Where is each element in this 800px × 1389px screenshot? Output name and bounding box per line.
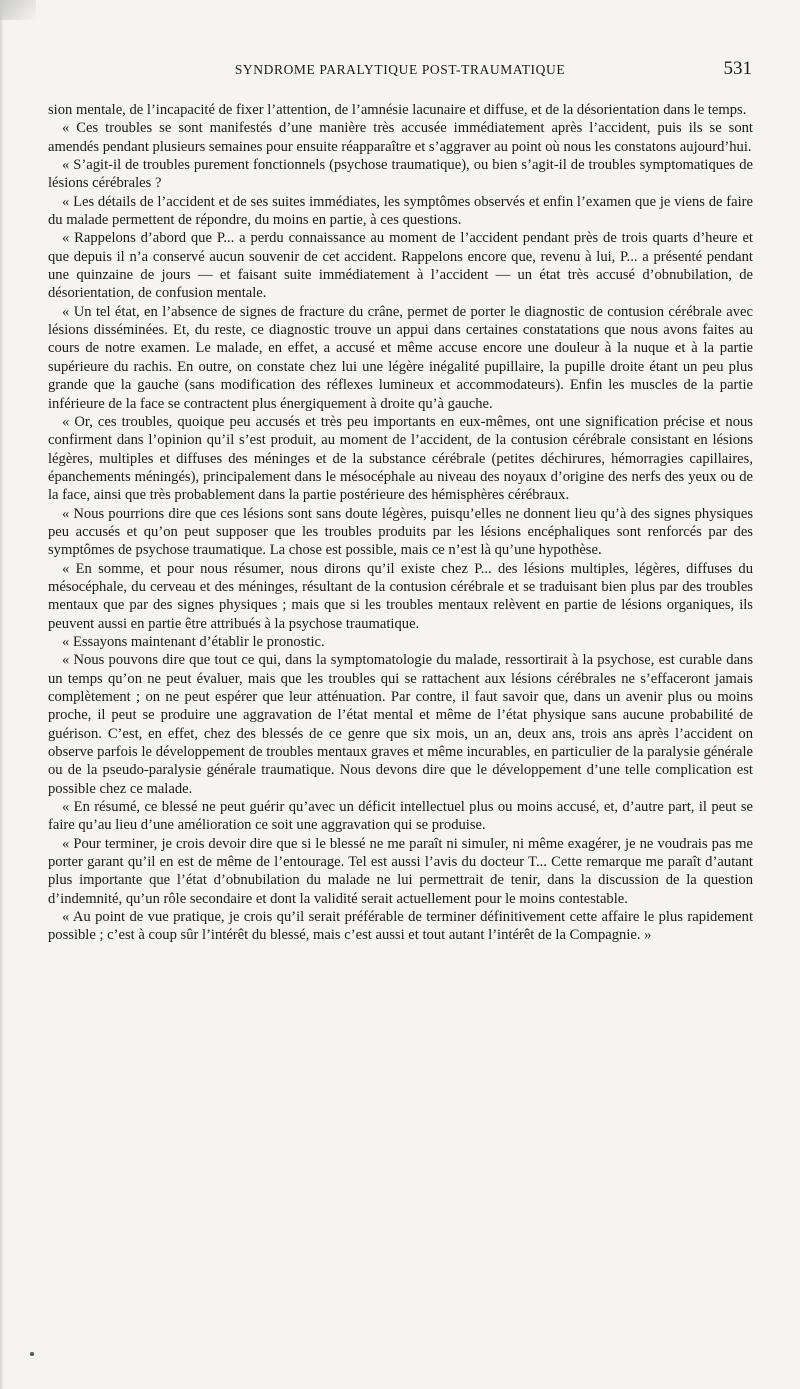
paragraph-4: « Les détails de l’accident et de ses suites immédiates, les symptômes observés et enfin l’examen que je viens de faire du malade permettent de répondre, du moins en partie, à ces questions. xyxy=(48,193,753,229)
page-header xyxy=(48,60,752,84)
paragraph-13: « Pour terminer, je crois devoir dire que si le blessé ne me paraît ni simuler, ni même exagérer, je ne voudrais pas me porter garant qu’il en est de même de l’entourage. Tel est aussi l’avis du docteur T... Cette remarque me paraît d’autant plus importante que l’état d’obnubilation du malade ne lui permettrait de tenir, dans la discussion de la question d’indemnité, qu’un rôle secondaire et dont la validité serait actuellement pour le moins contestable. xyxy=(48,835,753,907)
paragraph-8: « Nous pourrions dire que ces lésions sont sans doute légères, puisqu’elles ne donnent lieu qu’à des signes physiques peu accusés et qu’on peut supposer que les troubles produits par les lésions encéphaliques sont renforcés par des symptômes de psychose traumatique. La chose est possible, mais ce n’est là qu’une hypothèse. xyxy=(48,505,753,559)
paragraph-14: « Au point de vue pratique, je crois qu’il serait préférable de terminer définitivement cette affaire le plus rapidement possible ; c’est à coup sûr l’intérêt du blessé, mais c’est aussi et tout autant l’intérêt de la Compagnie. » xyxy=(48,909,753,944)
paragraph-11: « Nous pouvons dire que tout ce qui, dans la symptomatologie du malade, ressortirait à la psychose, est curable dans un temps qu’on ne peut évaluer, mais que les troubles qui se rattachent aux lésions cérébrales ne s’effaceront jamais complètement ; on ne peut espérer que leur atténuation. Par contre, il faut savoir que, dans un avenir plus ou moins proche, il peut se produire une aggravation de l’état mental et même de l’état physique sans aucune probabilité de guérison. C’est, en effet, chez des blessés de ce genre que six mois, un an, deux ans, trois ans après l’accident on observe parfois le développement de troubles mentaux graves et même incurables, en particulier de la paralysie générale ou de la pseudo-paralysie générale traumatique. Nous devons dire que le développement d’une telle complication est possible chez ce malade. xyxy=(48,652,753,797)
paragraph-7: « Or, ces troubles, quoique peu accusés et très peu importants en eux-mêmes, ont une signification précise et nous confirment dans l’opinion qu’il s’est produit, au moment de l’accident, de la contusion cérébrale consistant en lésions légères, multiples et diffuses des méninges et de la substance cérébrale (petites déchirures, hémorragies capillaires, épanchements méningés), principalement dans le mésocéphale au niveau des noyaux d’origine des nerfs des yeux ou de la face, ainsi que très probablement dans la partie postérieure des hémisphères cérébraux. xyxy=(48,413,753,504)
page-corner-mark xyxy=(0,0,36,20)
margin-dot xyxy=(30,1352,34,1356)
running-head: SYNDROME PARALYTIQUE POST-TRAUMATIQUE xyxy=(234,62,566,77)
paragraph-1: sion mentale, de l’incapacité de fixer l’attention, de l’amnésie lacunaire et diffuse, et de la désorientation dans le temps. xyxy=(48,102,747,118)
page-number: 531 xyxy=(723,58,752,79)
paragraph-2: « Ces troubles se sont manifestés d’une manière très accusée immédiatement après l’accident, puis ils se sont amendés pendant plusieurs semaines pour ensuite réapparaître et s’aggraver au point où nous les constatons aujourd’hui. xyxy=(48,120,753,155)
page-edge-shadow xyxy=(0,0,4,1389)
paragraph-3: « S’agit-il de troubles purement fonctionnels (psychose traumatique), ou bien s’agit-il de troubles symptomatiques de lésions cérébrales ? xyxy=(48,157,753,192)
body-text xyxy=(48,101,753,945)
paragraph-12: « En résumé, ce blessé ne peut guérir qu’avec un déficit intellectuel plus ou moins accusé, et, d’autre part, il peut se faire qu’au lieu d’une amélioration ce soit une aggravation qui se produise. xyxy=(48,799,753,834)
paragraph-9: « En somme, et pour nous résumer, nous dirons qu’il existe chez P... des lésions multiples, légères, diffuses du mésocéphale, du cerveau et des méninges, résultant de la contusion cérébrale et se traduisant bien plus par des troubles mentaux que par des signes physiques ; mais que si les troubles mentaux relèvent en partie de lésions organiques, ils peuvent aussi en partie être attribués à la psychose traumatique. xyxy=(48,560,753,632)
paragraph-10: « Essayons maintenant d’établir le pronostic. xyxy=(62,633,325,650)
paragraph-5: « Rappelons d’abord que P... a perdu connaissance au moment de l’accident pendant près de trois quarts d’heure et que depuis il n’a conservé aucun souvenir de cet accident. Rappelons encore que, revenu à lui, P... a présenté pendant une quinzaine de jours — et faisant suite immédiatement à l’accident — un état très accusé d’obnubilation, de désorientation, de confusion mentale. xyxy=(48,230,753,302)
paragraph-6: « Un tel état, en l’absence de signes de fracture du crâne, permet de porter le diagnostic de contusion cérébrale avec lésions disséminées. Et, du reste, ce diagnostic trouve un appui dans certaines constatations que nous avons faites au cours de notre examen. Le malade, en effet, a accusé et même accuse encore une douleur à la nuque et à la partie supérieure du rachis. En outre, on constate chez lui une légère inégalité pupillaire, la pupille droite étant un peu plus grande que la gauche (sans modification des réflexes lumineux et accommodateurs). Enfin les muscles de la partie inférieure de la face se contractent plus énergiquement à droite qu’à gauche. xyxy=(48,303,753,412)
